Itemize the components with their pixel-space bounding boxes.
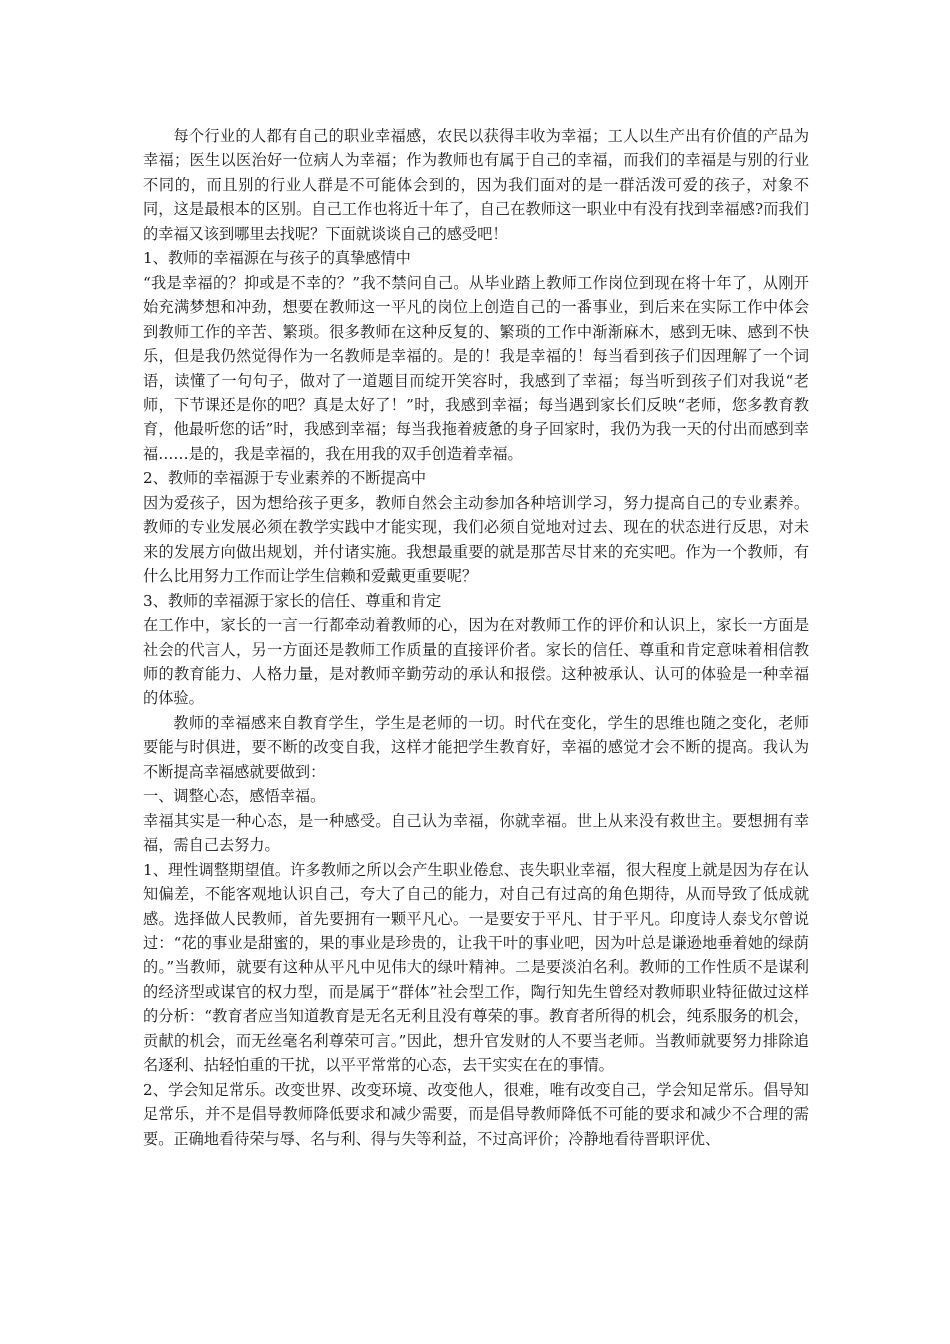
section-3-paragraph: 在工作中，家长的一言一行都牵动着教师的心，因为在对教师工作的评价和认识上，家长一方面是社会的代言人，另一方面还是教师工作质量的直接评价者。家长的信任、尊重和肯定意味着相信教师的教育能力、人格力量，是对教师辛勤劳动的承认和报偿。这种被承认、认可的体验是一种幸福的体验。 xyxy=(143,616,809,708)
point-2-paragraph: 2、学会知足常乐。改变世界、改变环境、改变他人，很难，唯有改变自己，学会知足常乐。倡导知足常乐，并不是倡导教师降低要求和减少需要，而是倡导教师降低不可能的要求和减少不合理的需要。正确地看待荣与辱、名与利、得与失等利益，不过高评价；冷静地看待晋职评优、 xyxy=(143,1080,809,1148)
section-heading-1: 1、教师的幸福源在与孩子的真挚感情中 xyxy=(143,249,411,268)
section-heading-2: 2、教师的幸福源于专业素养的不断提高中 xyxy=(143,469,427,488)
intro-paragraph: 每个行业的人都有自己的职业幸福感，农民以获得丰收为幸福；工人以生产出有价值的产品为幸福；医生以医治好一位病人为幸福；作为教师也有属于自己的幸福，而我们的幸福是与别的行业不同的，而且别的行业人群是不可能体会到的，因为我们面对的是一群活泼可爱的孩子，对象不同，这是最根本的区别。自己工作也将近十年了，自己在教师这一职业中有没有找到幸福感?而我们的幸福又该到哪里去找呢？下面就谈谈自己的感受吧！ xyxy=(143,127,809,243)
section-heading-3: 3、教师的幸福源于家长的信任、尊重和肯定 xyxy=(143,591,442,610)
part-one-heading: 一、调整心态，感悟幸福。 xyxy=(143,787,326,806)
transition-paragraph: 教师的幸福感来自教育学生，学生是老师的一切。时代在变化，学生的思维也随之变化，老师要能与时俱进，要不断的改变自我，这样才能把学生教育好，幸福的感觉才会不断的提高。我认为不断提高幸福感就要做到： xyxy=(143,713,809,781)
point-1-paragraph: 1、理性调整期望值。许多教师之所以会产生职业倦怠、丧失职业幸福，很大程度上就是因为存在认知偏差，不能客观地认识自己，夸大了自己的能力，对自己有过高的角色期待，从而导致了低成就感。选择做人民教师，首先要拥有一颗平凡心。一是要安于平凡、甘于平凡。印度诗人泰戈尔曾说过：“花的事业是甜蜜的，果的事业是珍贵的，让我干叶的事业吧，因为叶总是谦逊地垂着她的绿荫的。”当教师，就要有这种从平凡中见伟大的绿叶精神。二是要淡泊名利。教师的工作性质不是谋利的经济型或谋官的权力型，而是属于“群体”社会型工作，陶行知先生曾经对教师职业特征做过这样的分析：“教育者应当知道教育是无名无利且没有尊荣的事。教育者所得的机会，纯系服务的机会，贡献的机会，而无丝毫名利尊荣可言。”因此，想升官发财的人不要当老师。当教师就要努力排除追名逐利、拈轻怕重的干扰，以平平常常的心态，去干实实在在的事情。 xyxy=(143,860,809,1075)
section-1-paragraph: “我是幸福的？抑或是不幸的？”我不禁问自己。从毕业踏上教师工作岗位到现在将十年了，从刚开始充满梦想和冲劲，想要在教师这一平凡的岗位上创造自己的一番事业，到后来在实际工作中体会到教师工作的辛苦、繁琐。很多教师在这种反复的、繁琐的工作中渐渐麻木，感到无味、感到不快乐，但是我仍然觉得作为一名教师是幸福的。是的！我是幸福的！每当看到孩子们因理解了一个词语，读懂了一句句子，做对了一道题目而绽开笑容时，我感到了幸福；每当听到孩子们对我说“老师，下节课还是你的吧？真是太好了！”时，我感到幸福；每当遇到家长们反映“老师，您多教育教育，他最听您的话”时，我感到幸福；每当我拖着疲惫的身子回家时，我仍为我一天的付出而感到幸福……是的，我是幸福的，我在用我的双手创造着幸福。 xyxy=(143,273,809,463)
part-one-intro-paragraph: 幸福其实是一种心态，是一种感受。自己认为幸福，你就幸福。世上从来没有救世主。要想拥有幸福，需自己去努力。 xyxy=(143,811,809,855)
section-2-paragraph: 因为爱孩子，因为想给孩子更多，教师自然会主动参加各种培训学习，努力提高自己的专业素养。教师的专业发展必须在教学实践中才能实现，我们必须自觉地对过去、现在的状态进行反思，对未来的发展方向做出规划，并付诸实施。我想最重要的就是那苦尽甘来的充实吧。作为一个教师，有什么比用努力工作而让学生信赖和爱戴更重要呢？ xyxy=(143,493,809,586)
document-body xyxy=(143,124,809,1151)
